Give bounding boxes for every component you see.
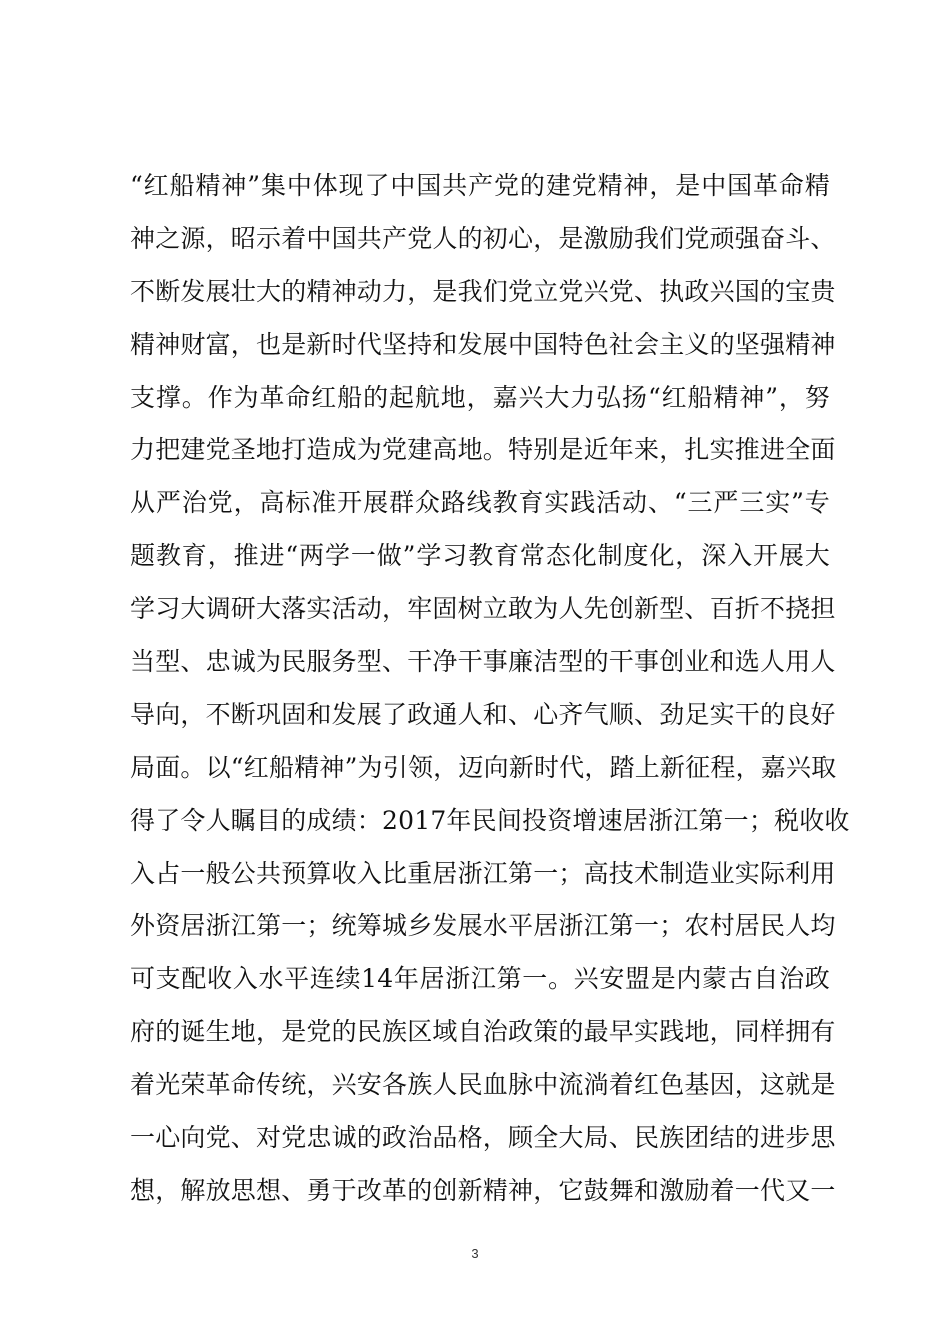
text-line: 神之源，昭示着中国共产党人的初心，是激励我们党顽强奋斗、 <box>130 223 836 253</box>
text-line: “红船精神”集中体现了中国共产党的建党精神，是中国革命精 <box>130 171 830 200</box>
text-line: 题教育，推进“两学一做”学习教育常态化制度化，深入开展大 <box>130 541 830 571</box>
text-line: 局面。以“红船精神”为引领，迈向新时代，踏上新征程，嘉兴取 <box>130 752 837 782</box>
text-line: 一心向党、对党忠诚的政治品格，顾全大局、民族团结的进步思 <box>130 1123 836 1153</box>
text-line: 着光荣革命传统，兴安各族人民血脉中流淌着红色基因，这就是 <box>130 1070 836 1100</box>
text-line: 支撑。作为革命红船的起航地，嘉兴大力弘扬“红船精神”，努 <box>130 382 830 412</box>
text-line: 当型、忠诚为民服务型、干净干事廉洁型的干事创业和选人用人 <box>130 647 836 677</box>
body-paragraph <box>130 160 850 1218</box>
text-line: 得了令人瞩目的成绩：2017年民间投资增速居浙江第一；税收收 <box>130 805 850 835</box>
text-line: 外资居浙江第一；统筹城乡发展水平居浙江第一；农村居民人均 <box>130 911 836 941</box>
page-number: 3 <box>471 1246 479 1261</box>
text-line: 可支配收入水平连续14年居浙江第一。兴安盟是内蒙古自治政 <box>130 964 830 994</box>
text-line: 不断发展壮大的精神动力，是我们党立党兴党、执政兴国的宝贵 <box>130 276 836 306</box>
text-line: 力把建党圣地打造成为党建高地。特别是近年来，扎实推进全面 <box>130 435 836 465</box>
text-line: 入占一般公共预算收入比重居浙江第一；高技术制造业实际利用 <box>130 858 836 888</box>
text-line: 精神财富，也是新时代坚持和发展中国特色社会主义的坚强精神 <box>130 329 836 359</box>
text-line: 想，解放思想、勇于改革的创新精神，它鼓舞和激励着一代又一 <box>130 1175 836 1205</box>
text-line: 从严治党，高标准开展群众路线教育实践活动、“三严三实”专 <box>130 488 830 518</box>
text-line: 学习大调研大落实活动，牢固树立敢为人先创新型、百折不挠担 <box>130 594 836 624</box>
text-line: 导向，不断巩固和发展了政通人和、心齐气顺、劲足实干的良好 <box>130 699 836 729</box>
text-line: 府的诞生地，是党的民族区域自治政策的最早实践地，同样拥有 <box>130 1017 836 1047</box>
